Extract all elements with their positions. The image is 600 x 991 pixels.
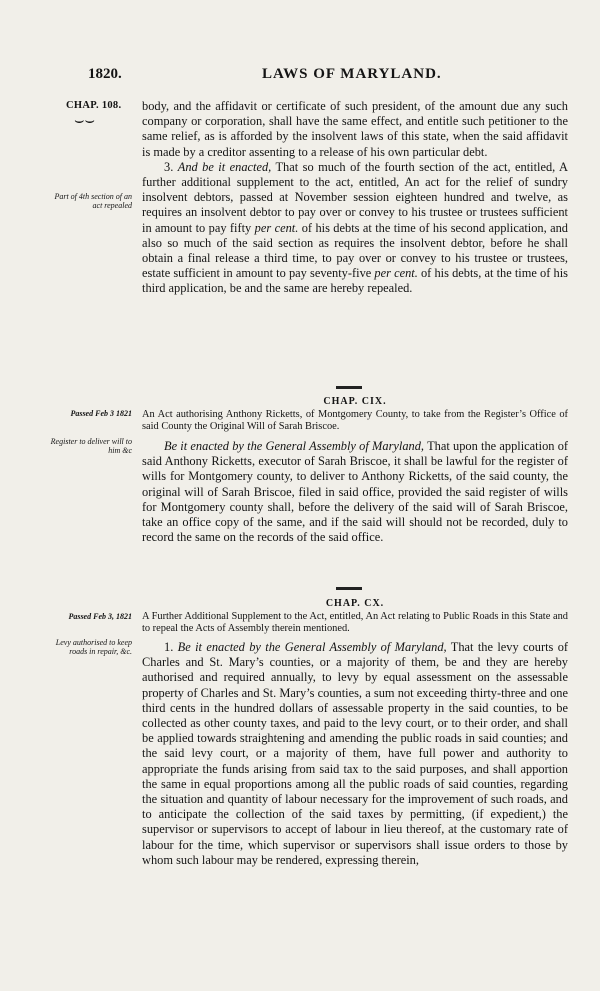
section-number: 1.	[164, 640, 174, 654]
per-cent-term: per cent.	[374, 266, 418, 281]
per-cent-term: per cent.	[254, 220, 299, 235]
section-number: 3.	[164, 159, 174, 174]
margin-note-register: Register to deliver will to him &c	[50, 437, 132, 455]
section-text: That the levy courts of Charles and St. Mary’s counties, or a majority of them, be and they are hereby authorised and required annually, to levy by equal assessment on the assessable property of Charles and St. Mary’s counties, a sum not exceeding thirty-three and one third cents in the hundred dollars of assessable property in the said counties, to be collected as other county taxes, and paid to the levy court, or to their order, and shall be applied towards straightening and amending the public roads in said counties; and the said levy court, or a majority of them, have full power and authority to appropriate the funds arising from said tax to the said purposes, and shall apportion the same in equal proportions among all the public roads of said counties, regarding the situation and quantity of labour necessary for the improvement of such roads, and to anticipate the collection of the said taxes by permitting, (if expedient,) the supervisor or supervisors to accept of labour in lieu thereof, at the customary rate of labour for the time, which supervisor or supervisors shall issue orders to those by whom such labour may be rendered, expressing therein,	[142, 640, 569, 867]
section-divider	[336, 587, 362, 590]
running-head: LAWS OF MARYLAND.	[262, 66, 442, 82]
chapter-109-body	[142, 439, 568, 545]
enacting-clause: And be it enacted,	[177, 159, 272, 174]
margin-chapter-ref: CHAP. 108.	[66, 100, 122, 111]
page-number: 1820.	[88, 66, 122, 82]
section-text: of his debts at the time of his second application, and also so much of the said section as requires the insolvent debtor, before he shall obtain a final release a third time, to pay over or convey to his trustee or trustees, estate sufficient in amount to pay seventy-five	[142, 220, 568, 281]
section-2-continuation: body, and the affidavit or certificate of such president, of the amount due any such company or corporation, shall have the same effect, and entitle such petitioner to the same relief, as is afforded by the insolvent laws of this state, when the said affidavit is made by a creditor assenting to a release of his own particular debt.	[142, 99, 568, 159]
act-title: A Further Additional Supplement to the Act, entitled, An Act relating to Public Roads in this State and to repeal the Acts of Assembly therein mentioned.	[142, 611, 568, 634]
margin-note-passed-cix: Passed Feb 3 1821	[70, 409, 132, 418]
margin-note-repeal: Part of 4th section of an act repealed	[54, 192, 132, 210]
chapter-heading: CHAP. CX.	[325, 598, 385, 609]
section-divider	[336, 386, 362, 389]
section-text: That so much of the fourth section of the act, entitled, A further additional supplement to the act, entitled, An act for the relief of sundry insolvent debtors, passed at November session eighteen hundred and twelve, as requires an insolvent debtor to pay over or convey to his trustee or trustees sufficient in amount to pay fifty	[142, 159, 568, 235]
chapter-heading: CHAP. CIX.	[323, 396, 387, 407]
enacting-clause: Be it enacted by the General Assembly of Maryland,	[164, 439, 425, 453]
brace-icon: ⌣⌣	[74, 112, 96, 129]
section-text: That upon the application of said Anthony Ricketts, executor of Sarah Briscoe, it shall be lawful for the register of wills for Montgomery county, to deliver to Anthony Ricketts, of the said county, the original will of Sarah Briscoe, filed in said office, provided the said register of wills for Montgomery county shall, before the delivery of the said will of Sarah Briscoe, take an office copy of the same, and if the said will should not be recorded, duly to record the same on the records of the said office.	[142, 439, 569, 545]
section-1	[142, 640, 568, 868]
act-title: An Act authorising Anthony Ricketts, of Montgomery County, to take from the Register’s Office of said County the Original Will of Sarah Briscoe.	[142, 409, 568, 432]
chapter-110-body	[142, 640, 568, 868]
enactment-paragraph	[142, 439, 568, 545]
section-text: of his debts, at the time of his third application, be and the same are hereby repealed.	[142, 266, 568, 296]
enacting-clause: Be it enacted by the General Assembly of Maryland,	[177, 640, 447, 654]
section-3	[142, 160, 568, 297]
margin-note-passed-cx: Passed Feb 3, 1821	[68, 612, 132, 621]
margin-note-levy: Levy authorised to keep roads in repair, &c.	[55, 638, 132, 656]
chapter-108-body	[142, 99, 568, 297]
page-header	[0, 66, 600, 86]
